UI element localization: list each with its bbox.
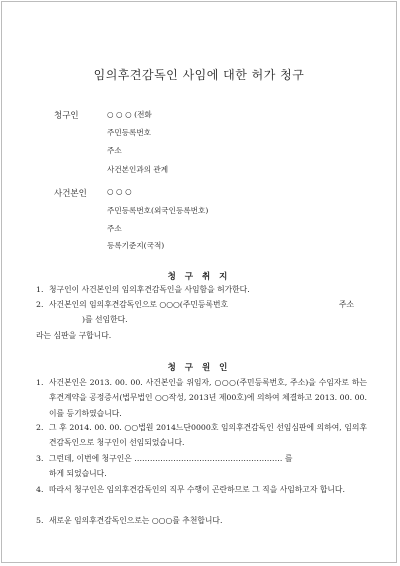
purpose-heading: 청 구 취 지	[167, 272, 231, 282]
principal-id-field: 주민등록번호(외국인등록번호)	[107, 206, 209, 215]
principal-address-field: 주소	[107, 224, 122, 233]
grounds-item-number: 5.	[36, 516, 44, 525]
grounds-item-text: 새로운 임의후견감독인으로는 ○○○를 추천합니다.	[49, 516, 223, 525]
grounds-item-number: 4.	[36, 485, 44, 494]
purpose-item-address: 주소	[339, 300, 355, 309]
principal-name-field: ○ ○ ○	[107, 187, 132, 196]
grounds-item-text: 그 후 2014. 00. 00. ○○법원 2014느단0000호 임의후견감독인 선임심판에 의하여, 임의후견감독인으로 청구인이 선임되었습니다.	[49, 423, 367, 448]
claimant-id-field: 주민등록번호	[107, 128, 152, 137]
purpose-item-number: 2.	[36, 300, 44, 309]
purpose-item-2-continuation: )를 선임한다.	[82, 315, 128, 324]
grounds-item-text: 그런데, 이번에 청구인은 ………………………………………………… 를	[49, 454, 293, 463]
grounds-item-number: 1.	[36, 378, 44, 387]
claimant-relation-field: 사건본인과의 관계	[107, 165, 169, 174]
claimant-address-field: 주소	[107, 146, 122, 155]
grounds-item-text: 따라서 청구인은 임의후견감독인의 직무 수행이 곤란하므로 그 직을 사임하고자 합니다.	[49, 485, 345, 494]
purpose-closing: 라는 심판을 구합니다.	[36, 331, 112, 340]
document-title: 임의후견감독인 사임에 대한 허가 청구	[93, 68, 305, 82]
grounds-item-number: 3.	[36, 454, 44, 463]
grounds-item-number: 2.	[36, 423, 44, 432]
claimant-name-field: ○ ○ ○ (전화	[107, 110, 152, 119]
purpose-item-text: 사건본인의 임의후견감독인으로 ○○○(주민등록번호	[49, 300, 229, 309]
claimant-label: 청구인	[54, 111, 79, 121]
principal-registry-field: 등록기준지(국적)	[107, 241, 165, 250]
grounds-heading: 청 구 원 인	[167, 363, 231, 373]
purpose-item-number: 1.	[36, 285, 44, 294]
grounds-item-3-continuation: 하게 되었습니다.	[49, 469, 107, 478]
purpose-item-text: 청구인이 사건본인의 임의후견감독인을 사임함을 허가한다.	[49, 285, 250, 294]
grounds-item-text: 사건본인은 2013. 00. 00. 사건본인을 위임자, ○○○(주민등록번호, 주소)을 수임자로 하는 후견계약을 공정증서(법무법인 ○○작성, 2013년 제00호)에 의하여 체결하고 2013. 00. 00. 이를 등기하였습니다.	[49, 378, 367, 418]
principal-label: 사건본인	[54, 189, 87, 199]
